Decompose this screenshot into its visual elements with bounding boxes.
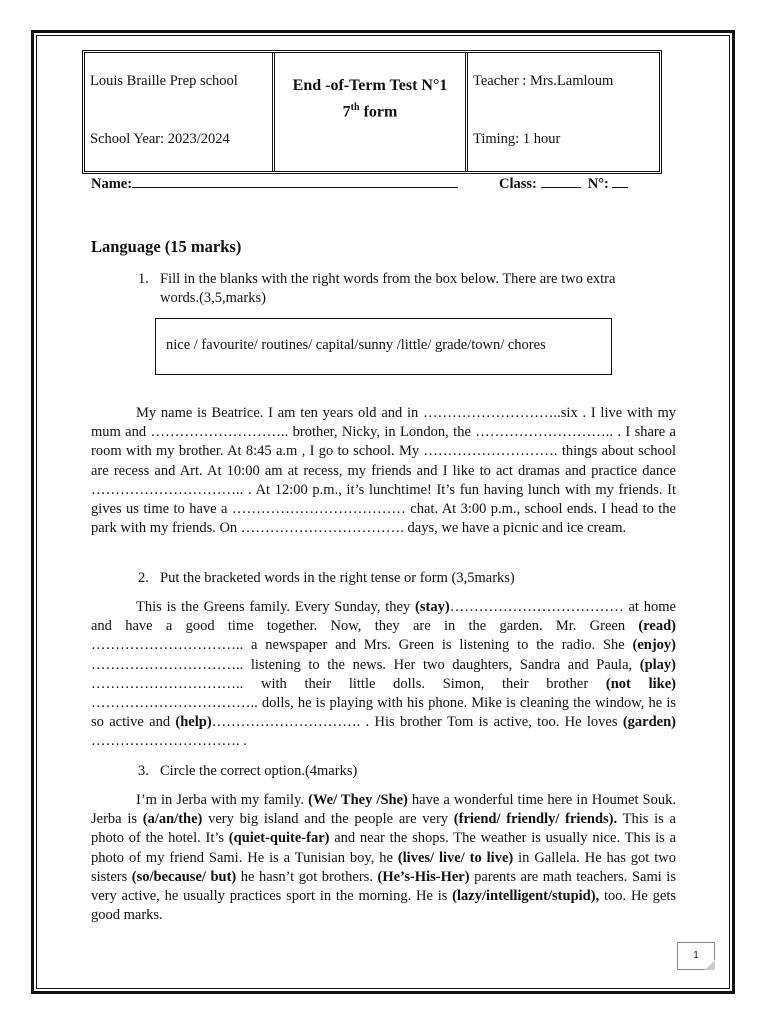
bracketed-option: (friend/ friendly/ friends).	[453, 811, 618, 828]
bracketed-option: (He’s-His-Her)	[377, 868, 470, 885]
header-teacher-cell	[468, 53, 659, 171]
passage-text: ……………………………… at home and have a good time together. Now, they are in the garden. Mr. Green	[91, 599, 676, 635]
passage-3	[91, 791, 676, 925]
form-label: 7th form	[342, 102, 398, 121]
passage-2	[91, 598, 676, 752]
passage-text: This is the Greens family. Every Sunday, they	[136, 599, 416, 615]
header-school-cell	[85, 53, 275, 171]
passage-text: very big island and the people are very	[202, 811, 454, 828]
section-title: Language (15 marks)	[91, 237, 242, 256]
question-2: 2. Put the bracketed words in the right tense or form (3,5marks)	[138, 570, 515, 586]
word-box: nice / favourite/ routines/ capital/sunny /little/ grade/town/ chores	[155, 318, 612, 375]
name-blank[interactable]	[132, 175, 458, 188]
bracketed-option: (quiet-quite-far)	[228, 830, 330, 847]
bracketed-option: (read)	[638, 618, 676, 635]
teacher-name: Teacher : Mrs.Lamloum	[473, 73, 614, 89]
passage-text: …………………………. .	[91, 733, 247, 750]
bracketed-option: (play)	[639, 656, 676, 673]
bracketed-option: (lazy/intelligent/stupid),	[452, 888, 600, 905]
passage-text: I’m in Jerba with my family.	[136, 792, 309, 808]
school-name: Louis Braille Prep school	[90, 73, 238, 89]
bracketed-option: (not like)	[605, 675, 676, 692]
header-title-cell	[275, 53, 468, 171]
bracketed-option: (stay)	[415, 599, 450, 615]
passage-text: …………………………….. dolls, he is playing with his phone. Mike is cleaning the window, he is so active and	[91, 695, 676, 731]
passage-text: ………………………….. a newspaper and Mrs. Green is listening to the radio. She	[91, 637, 633, 654]
number-blank[interactable]	[612, 175, 628, 188]
passage-text: …………………………. . His brother Tom is active, too. He loves	[211, 714, 623, 731]
bracketed-option: (a/an/the)	[142, 811, 203, 828]
bracketed-option: (lives/ live/ to live)	[397, 849, 514, 866]
passage-text: have a wonderful time here in Houmet Souk. Jerba is	[91, 792, 676, 828]
passage-text: and near the shops. The weather is usually nice. This is a photo of my friend Sami. He is a Tunisian boy, he	[91, 830, 677, 866]
passage-text: ………………………….. listening to the news. Her two daughters, Sandra and Paula,	[91, 656, 640, 673]
name-field[interactable]: Name:	[91, 175, 458, 193]
passage-text: This is a photo of the hotel. It’s	[91, 811, 676, 847]
bracketed-option: (so/because/ but)	[131, 868, 237, 885]
passage-text: in Gallela. He has got two sisters	[91, 849, 676, 885]
bracketed-option: (help)	[175, 714, 212, 731]
header-table	[82, 50, 662, 174]
test-title: End -of-Term Test N°1 7th form	[275, 75, 465, 123]
passage-text: ………………………….. with their little dolls. Simon, their brother	[91, 675, 606, 692]
class-blank[interactable]	[541, 175, 581, 188]
passage-text: too. He gets good marks.	[91, 888, 677, 924]
school-year: School Year: 2023/2024	[90, 131, 230, 147]
page-number: 1	[677, 942, 715, 970]
question-3: 3. Circle the correct option.(4marks)	[138, 763, 358, 779]
passage-1: My name is Beatrice. I am ten years old and in ………………………..six . I live with my mum and ……………………….. brother, Nicky, in London, the ……………………….. . I share a room with my brother. At 8:45 a.m , I go to school. My ………………………. things about school are recess and Art. At 10:00 am at recess, my friends and I like to act dramas and practice dance ………………………….. . At 12:00 p.m., it’s lunchtime! It’s fun having lunch with my friends. It gives us time to have a ……………………………… chat. At 3:00 p.m., school ends. I head to the park with my friends. On ……………………………. days, we have a picnic and ice cream.	[91, 405, 676, 537]
bracketed-option: (enjoy)	[632, 637, 676, 654]
question-1: 1. Fill in the blanks with the right words from the box below. There are two extra words.(3,5,marks)	[138, 271, 616, 306]
class-field[interactable]: Class: N°:	[499, 175, 628, 193]
timing: Timing: 1 hour	[473, 131, 561, 147]
bracketed-option: (garden)	[622, 714, 676, 731]
passage-text: parents are math teachers. Sami is very active, he usually practices sport in the morning. He is	[91, 868, 676, 905]
bracketed-option: (We/ They /She)	[308, 792, 408, 808]
passage-text: he hasn’t got brothers.	[236, 868, 378, 885]
